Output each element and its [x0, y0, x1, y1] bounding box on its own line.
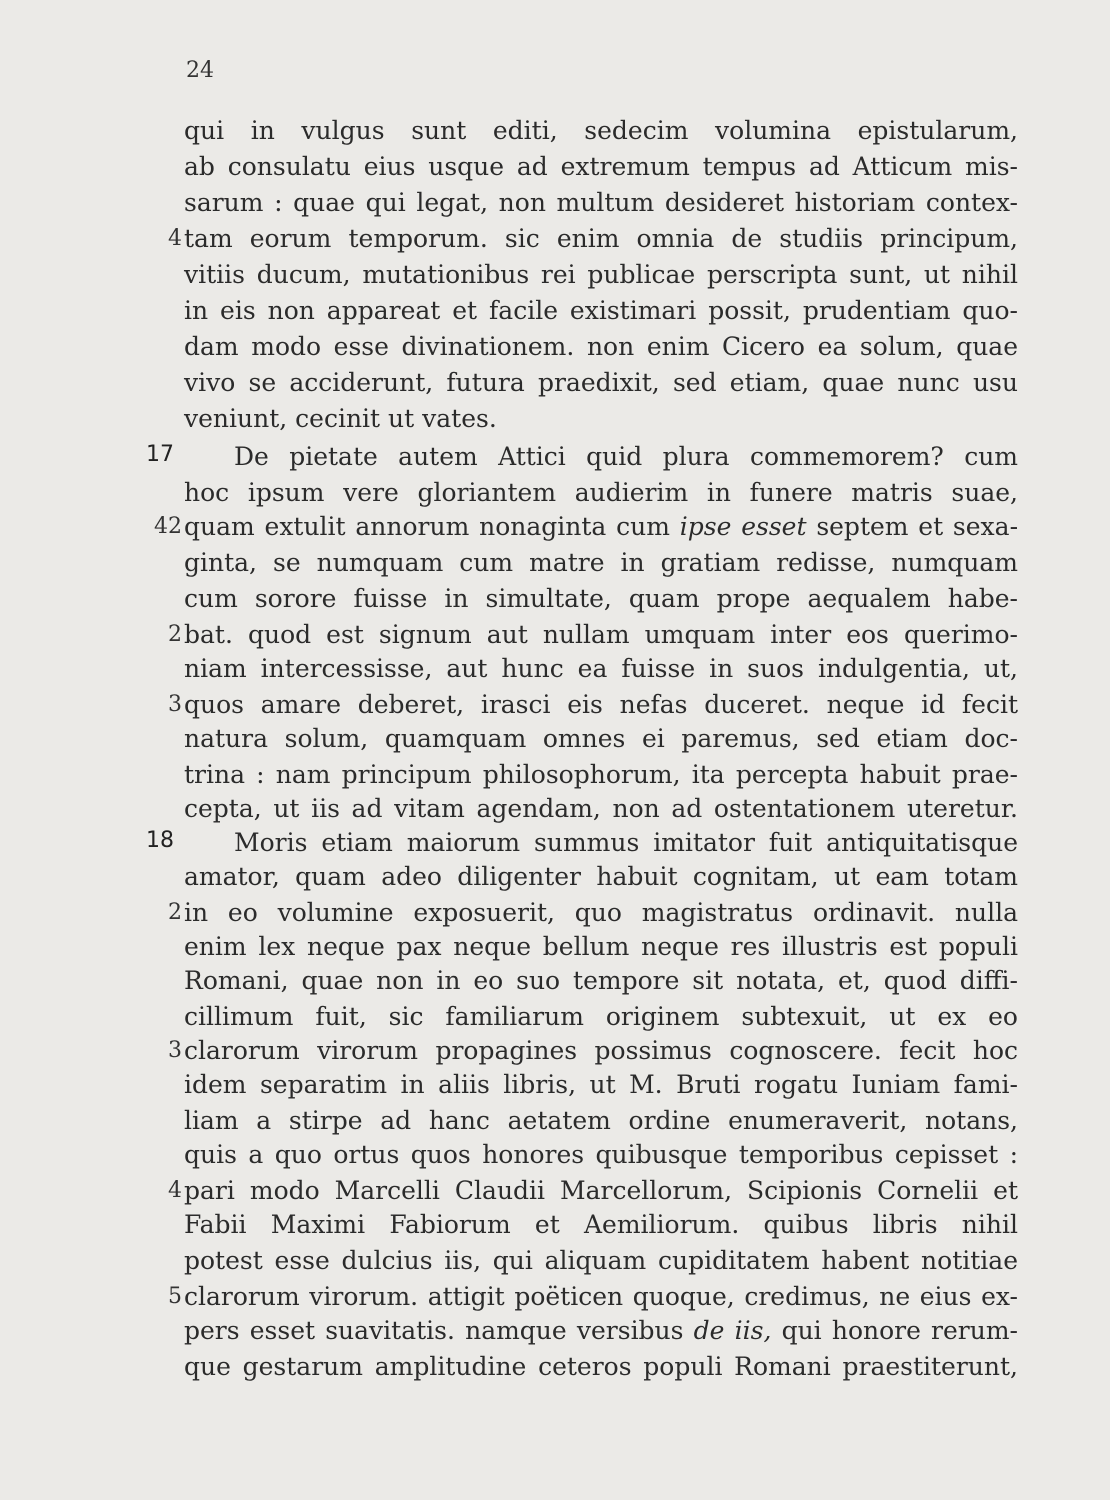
margin-number: 5: [168, 1284, 182, 1309]
text-line: amator, quam adeo diligenter habuit cognitam, ut eam totam: [184, 862, 1018, 891]
text-line: liam a stirpe ad hanc aetatem ordine enumeraverit, notans,: [184, 1106, 1018, 1135]
text-segment: pers esset suavitatis. namque versibus: [184, 1316, 684, 1345]
margin-number: 2: [168, 900, 182, 925]
text-line: dam modo esse divinationem. non enim Cicero ea solum, quae: [184, 332, 1018, 361]
text-line: in eis non appareat et facile existimari possit, prudentiam quo-: [184, 296, 1018, 325]
margin-number: 4: [168, 226, 182, 251]
text-line: enim lex neque pax neque bellum neque res illustris est populi: [184, 932, 1018, 961]
text-line: quos amare deberet, irasci eis nefas duceret. neque id fecit: [184, 690, 1018, 719]
text-line: tam eorum temporum. sic enim omnia de studiis principum,: [184, 224, 1018, 253]
section-number: 18: [146, 828, 174, 853]
text-line: niam intercessisse, aut hunc ea fuisse in suos indulgentia, ut,: [184, 654, 1018, 683]
text-line: Moris etiam maiorum summus imitator fuit antiquitatisque: [234, 828, 1018, 857]
margin-number: 4: [168, 1178, 182, 1203]
text-line: cum sorore fuisse in simultate, quam prope aequalem habe-: [184, 584, 1018, 613]
margin-number: 42: [154, 514, 182, 539]
text-segment: septem et sexa-: [816, 512, 1019, 541]
text-line: [184, 1314, 1018, 1348]
margin-number: 3: [168, 1038, 182, 1063]
text-line: [184, 510, 1018, 544]
text-segment: quam extulit annorum nonaginta cum: [184, 512, 670, 541]
section-number: 17: [146, 442, 174, 467]
text-line: natura solum, quamquam omnes ei paremus, sed etiam doc-: [184, 724, 1018, 753]
text-line: veniunt, cecinit ut vates.: [184, 404, 497, 433]
text-line: idem separatim in aliis libris, ut M. Bruti rogatu Iuniam fami-: [184, 1070, 1018, 1099]
text-line: trina : nam principum philosophorum, ita percepta habuit prae-: [184, 760, 1018, 789]
text-line: qui in vulgus sunt editi, sedecim volumina epistularum,: [184, 116, 1018, 145]
text-line: ab consulatu eius usque ad extremum tempus ad Atticum mis-: [184, 152, 1018, 181]
margin-number: 3: [168, 692, 182, 717]
text-line: hoc ipsum vere gloriantem audierim in funere matris suae,: [184, 478, 1018, 507]
text-line: De pietate autem Attici quid plura commemorem? cum: [234, 442, 1018, 471]
text-line: ginta, se numquam cum matre in gratiam redisse, numquam: [184, 548, 1018, 577]
text-segment: qui honore rerum-: [781, 1316, 1019, 1345]
italic-phrase: de iis,: [693, 1316, 772, 1345]
italic-phrase: ipse esset: [679, 512, 807, 541]
text-line: cepta, ut iis ad vitam agendam, non ad ostentationem uteretur.: [184, 794, 1018, 823]
text-line: cillimum fuit, sic familiarum originem subtexuit, ut ex eo: [184, 1002, 1018, 1031]
text-line: vivo se acciderunt, futura praedixit, sed etiam, quae nunc usu: [184, 368, 1018, 397]
text-line: potest esse dulcius iis, qui aliquam cupiditatem habent notitiae: [184, 1246, 1018, 1275]
text-line: pari modo Marcelli Claudii Marcellorum, Scipionis Cornelii et: [184, 1176, 1018, 1205]
text-line: bat. quod est signum aut nullam umquam inter eos querimo-: [184, 620, 1018, 649]
text-line: clarorum virorum. attigit poëticen quoque, credimus, ne eius ex-: [184, 1282, 1018, 1311]
text-line: sarum : quae qui legat, non multum desideret historiam contex-: [184, 188, 1018, 217]
text-line: in eo volumine exposuerit, quo magistratus ordinavit. nulla: [184, 898, 1018, 927]
text-line: que gestarum amplitudine ceteros populi Romani praestiterunt,: [184, 1352, 1018, 1381]
text-line: vitiis ducum, mutationibus rei publicae perscripta sunt, ut nihil: [184, 260, 1018, 289]
page-number: 24: [186, 58, 214, 83]
text-line: Romani, quae non in eo suo tempore sit notata, et, quod diffi-: [184, 966, 1018, 995]
margin-number: 2: [168, 622, 182, 647]
text-line: clarorum virorum propagines possimus cognoscere. fecit hoc: [184, 1036, 1018, 1065]
text-line: quis a quo ortus quos honores quibusque temporibus cepisset :: [184, 1140, 1018, 1169]
text-line: Fabii Maximi Fabiorum et Aemiliorum. quibus libris nihil: [184, 1210, 1018, 1239]
